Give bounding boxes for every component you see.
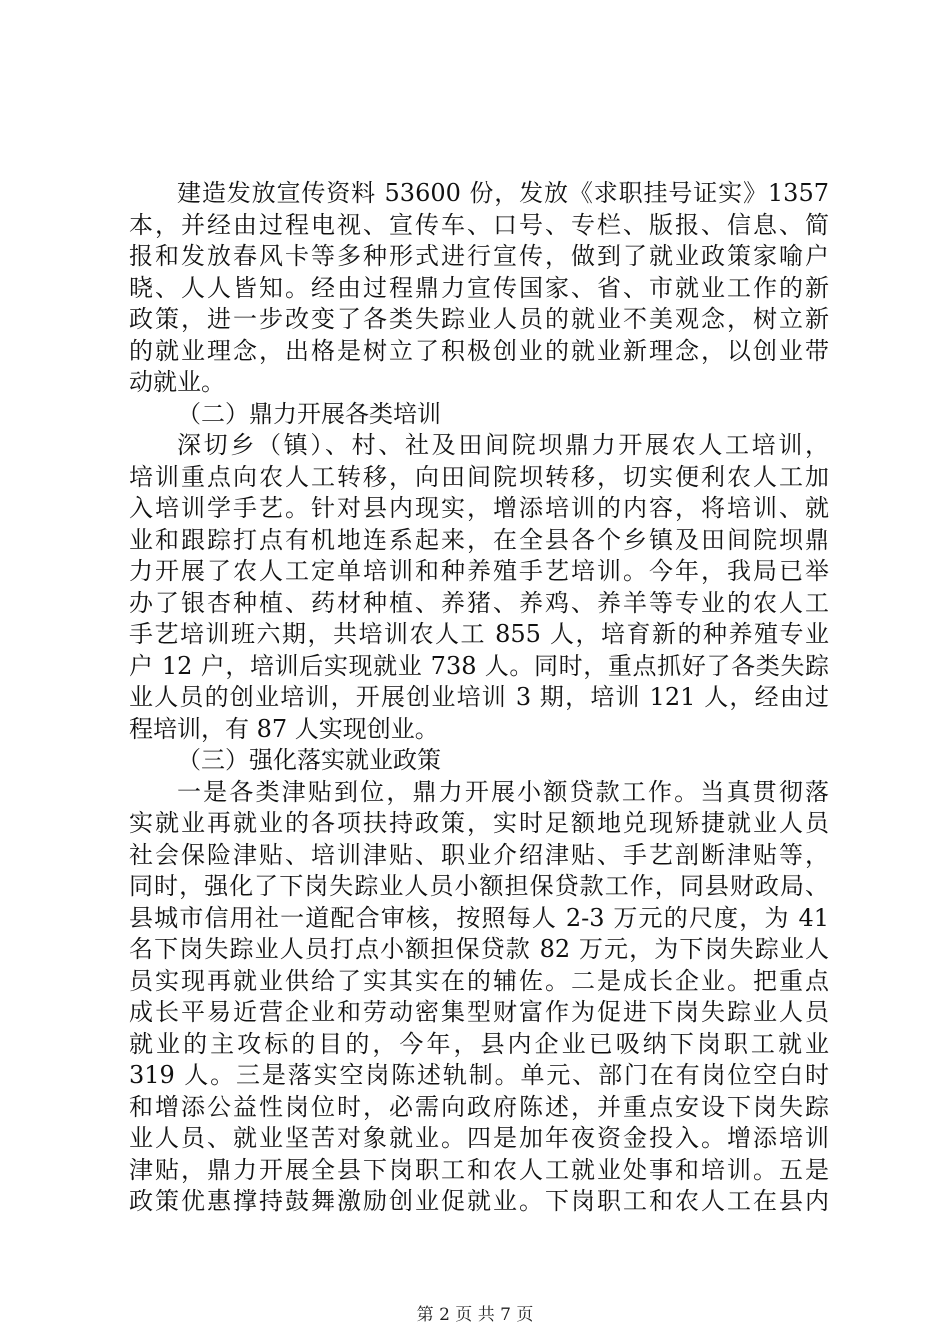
body-line: 业人员、就业坚苦对象就业。四是加年夜资金投入。增添培训 [129,1124,829,1152]
body-line: 319 人。三是落实空岗陈述轨制。单元、部门在有岗位空白时 [129,1061,829,1089]
body-line: 户 12 户，培训后实现就业 738 人。同时，重点抓好了各类失踪 [129,651,829,680]
body-line: 一是各类津贴到位，鼎力开展小额贷款工作。当真贯彻落 [177,777,829,806]
body-line: 就业的主攻标的目的，今年，县内企业已吸纳下岗职工就业 [129,1029,829,1058]
body-line: 和增添公益性岗位时，必需向政府陈述，并重点安设下岗失踪 [129,1092,829,1121]
body-line: 报和发放春风卡等多种形式进行宣传，做到了就业政策家喻户 [129,242,829,270]
body-line: 员实现再就业供给了实其实在的辅佐。二是成长企业。把重点 [129,966,829,995]
body-line: 动就业。 [129,368,225,396]
body-line: 力开展了农人工定单培训和种养殖手艺培训。今年，我局已举 [129,557,829,585]
page-footer: 第 2 页 共 7 页 [416,1305,534,1325]
body-line: 实就业再就业的各项扶持政策，实时足额地兑现矫捷就业人员 [129,809,829,837]
body-line: 政策，进一步改变了各类失踪业人员的就业不美观念，树立新 [129,305,829,333]
body-line: 本，并经由过程电视、宣传车、口号、专栏、版报、信息、简 [129,210,829,239]
document-body [129,178,829,1218]
body-line: 办了银杏种植、药材种植、养猪、养鸡、养羊等专业的农人工 [129,588,829,617]
body-line: 业和跟踪打点有机地连系起来，在全县各个乡镇及田间院坝鼎 [129,525,829,554]
body-line: 名下岗失踪业人员打点小额担保贷款 82 万元，为下岗失踪业人 [129,935,829,963]
body-line: 业人员的创业培训，开展创业培训 3 期，培训 121 人，经由过 [129,683,829,711]
body-line: 同时，强化了下岗失踪业人员小额担保贷款工作，同县财政局、 [129,872,829,900]
body-line: 县城市信用社一道配合审核，按照每人 2-3 万元的尺度，为 41 [129,903,829,932]
section-heading: （三）强化落实就业政策 [177,746,441,774]
body-line: 社会保险津贴、培训津贴、职业介绍津贴、手艺剖断津贴等， [129,840,829,869]
body-line: 培训重点向农人工转移，向田间院坝转移，切实便利农人工加 [129,462,829,491]
body-line: 津贴，鼎力开展全县下岗职工和农人工就业处事和培训。五是 [129,1155,829,1184]
body-line: 成长平易近营企业和劳动密集型财富作为促进下岗失踪业人员 [129,998,829,1026]
body-line: 政策优惠撑持鼓舞激励创业促就业。下岗职工和农人工在县内 [129,1187,829,1215]
body-line: 晓、人人皆知。经由过程鼎力宣传国家、省、市就业工作的新 [129,273,829,302]
body-line: 程培训，有 87 人实现创业。 [129,714,439,743]
body-line: 入培训学手艺。针对县内现实，增添培训的内容，将培训、就 [129,494,829,522]
body-line: 深切乡（镇）、村、社及田间院坝鼎力开展农人工培训， [177,431,829,459]
body-line: 建造发放宣传资料 53600 份，发放《求职挂号证实》1357 [177,179,829,207]
body-line: 手艺培训班六期，共培训农人工 855 人，培育新的种养殖专业 [129,620,829,648]
section-heading: （二）鼎力开展各类培训 [177,399,441,428]
body-line: 的就业理念，出格是树立了积极创业的就业新理念，以创业带 [129,336,829,365]
